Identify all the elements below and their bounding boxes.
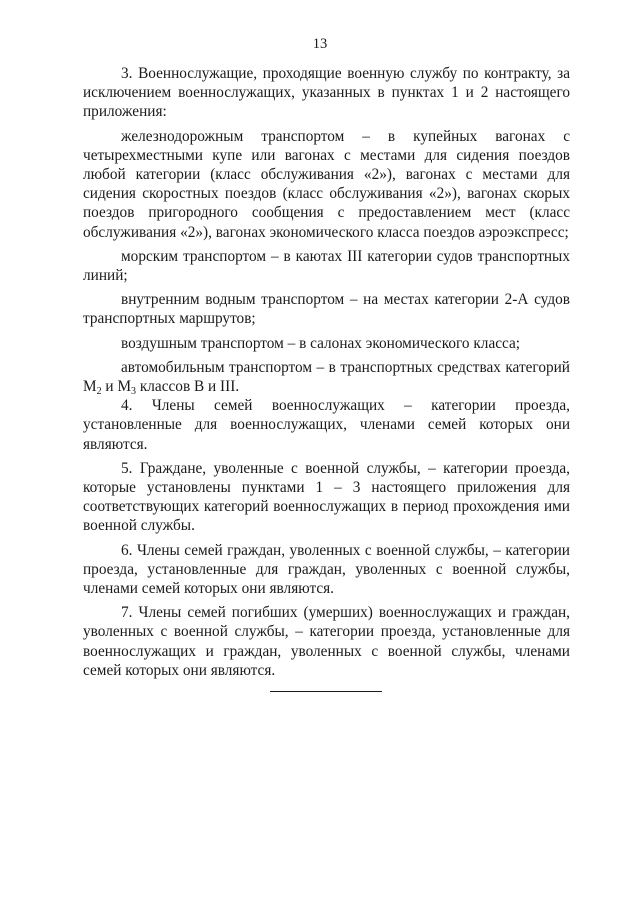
- paragraph-3: 3. Военнослужащие, проходящие военную службу по контракту, за исключением военнослужащих, указанных в пунктах 1 и 2 настоящего приложения:: [83, 65, 570, 121]
- paragraph-7: 7. Члены семей погибших (умерших) военнослужащих и граждан, уволенных с военной службы, – категории проезда, установленные для военнослужащих и граждан, уволенных с военной службы, членами семей которых они являются.: [83, 604, 570, 679]
- document-body: [83, 64, 570, 680]
- paragraph-3-rail-transport: железнодорожным транспортом – в купейных вагонах с четырехместными купе или вагонах с местами для сидения поездов любой категории (класс обслуживания «2»), вагонах с местами для сидения скоростных поездов (класс обслуживания «2»), вагонах скорых поездов пригородного сообщения с предоставлением мест (класс обслуживания «2»), вагонах экономического класса поездов аэроэкспресс;: [83, 127, 570, 241]
- paragraph-5: 5. Граждане, уволенные с военной службы, – категории проезда, которые установлены пунктами 1 – 3 настоящего приложения для соответствующих категорий военнослужащих в период прохождения ими военной службы.: [83, 459, 570, 535]
- paragraph-6: 6. Члены семей граждан, уволенных с военной службы, – категории проезда, установленные для граждан, уволенных с военной службы, членами семей которых они являются.: [83, 541, 570, 598]
- paragraph-3-river-transport: внутренним водным транспортом – на местах категории 2-А судов транспортных маршрутов;: [83, 291, 570, 328]
- auto-transport-text-start: автомобильным транспортом – в транспортных средствах категорий M: [83, 358, 570, 396]
- category-m3-subscript: 3: [131, 386, 137, 398]
- auto-transport-text-end: классов В и III.: [136, 378, 240, 396]
- paragraph-3-auto-transport: [83, 358, 570, 396]
- category-m2-subscript: 2: [96, 386, 102, 398]
- end-separator-line: [270, 691, 382, 692]
- paragraph-3-sea-transport: морским транспортом – в каютах III категории судов транспортных линий;: [83, 247, 570, 285]
- page-number: 13: [312, 36, 328, 52]
- auto-transport-text-mid: и M: [101, 378, 132, 396]
- paragraph-4: 4. Члены семей военнослужащих – категории проезда, установленные для военнослужащих, членами семей которых они являются.: [83, 397, 570, 453]
- paragraph-3-air-transport: воздушным транспортом – в салонах экономического класса;: [121, 334, 521, 352]
